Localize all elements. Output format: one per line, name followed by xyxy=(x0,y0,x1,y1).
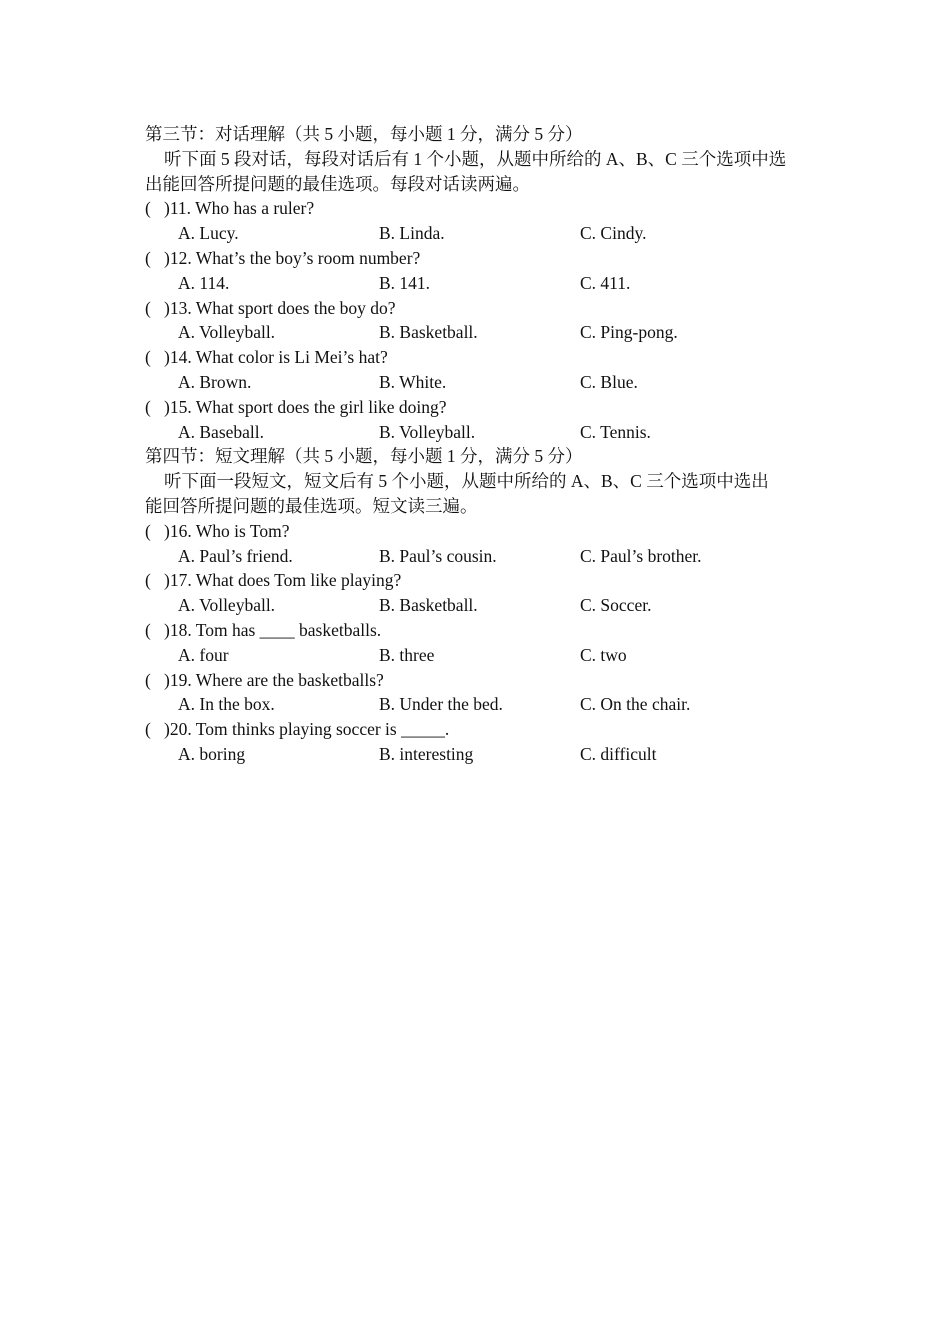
option-c: C. Ping-pong. xyxy=(580,322,678,343)
question-stem: )12. What’s the boy’s room number? xyxy=(164,247,421,268)
question-13 xyxy=(145,296,825,346)
question-stem: )19. Where are the basketballs? xyxy=(164,669,384,690)
option-c: C. two xyxy=(580,644,627,665)
question-stem: )17. What does Tom like playing? xyxy=(164,570,402,591)
question-stem: )16. Who is Tom? xyxy=(164,520,290,541)
question-stem: )13. What sport does the boy do? xyxy=(164,297,396,318)
answer-blank[interactable]: ( xyxy=(145,669,151,690)
section3-instruction-line2: 出能回答所提问题的最佳选项。每段对话读两遍。 xyxy=(145,173,530,194)
question-15 xyxy=(145,395,825,445)
option-c: C. Paul’s brother. xyxy=(580,545,702,566)
section3-title: 第三节：对话理解（共 5 小题，每小题 1 分，满分 5 分） xyxy=(145,124,583,144)
option-b: B. interesting xyxy=(379,743,474,764)
question-11 xyxy=(145,196,825,246)
option-b: B. Basketball. xyxy=(379,322,478,343)
option-a: A. four xyxy=(178,644,229,665)
question-20 xyxy=(145,717,825,767)
option-b: B. White. xyxy=(379,371,447,392)
option-a: A. 114. xyxy=(178,272,230,293)
option-b: B. Paul’s cousin. xyxy=(379,545,497,566)
option-a: A. boring xyxy=(178,743,246,764)
question-stem: )20. Tom thinks playing soccer is _____. xyxy=(164,719,450,740)
section4-instruction-line2: 能回答所提问题的最佳选项。短文读三遍。 xyxy=(145,495,478,516)
answer-blank[interactable]: ( xyxy=(145,198,151,219)
section4-title: 第四节：短文理解（共 5 小题，每小题 1 分，满分 5 分） xyxy=(145,446,583,467)
option-c: C. difficult xyxy=(580,743,657,764)
question-stem: )15. What sport does the girl like doing? xyxy=(164,396,447,417)
option-b: B. Linda. xyxy=(379,223,445,244)
option-c: C. Soccer. xyxy=(580,595,652,616)
question-12 xyxy=(145,246,825,296)
option-c: C. On the chair. xyxy=(580,694,691,715)
option-a: A. Baseball. xyxy=(178,421,265,442)
option-a: A. Volleyball. xyxy=(178,322,276,343)
section3-instruction-line1: 听下面 5 段对话，每段对话后有 1 个小题，从题中所给的 A、B、C 三个选项中选 xyxy=(164,148,787,169)
answer-blank[interactable]: ( xyxy=(145,520,151,541)
answer-blank[interactable]: ( xyxy=(145,247,151,268)
option-b: B. 141. xyxy=(379,272,431,293)
option-b: B. Volleyball. xyxy=(379,421,476,442)
option-c: C. Blue. xyxy=(580,371,638,392)
option-a: A. Brown. xyxy=(178,371,252,392)
question-19 xyxy=(145,668,825,718)
option-c: C. Tennis. xyxy=(580,421,651,442)
exam-page xyxy=(145,122,825,767)
answer-blank[interactable]: ( xyxy=(145,719,151,740)
question-16 xyxy=(145,519,825,569)
option-a: A. Volleyball. xyxy=(178,595,276,616)
option-a: A. In the box. xyxy=(178,694,275,715)
option-a: A. Paul’s friend. xyxy=(178,545,293,566)
question-17 xyxy=(145,568,825,618)
option-c: C. 411. xyxy=(580,272,631,293)
answer-blank[interactable]: ( xyxy=(145,570,151,591)
answer-blank[interactable]: ( xyxy=(145,347,151,368)
option-a: A. Lucy. xyxy=(178,223,239,244)
question-stem: )14. What color is Li Mei’s hat? xyxy=(164,347,388,368)
answer-blank[interactable]: ( xyxy=(145,619,151,640)
question-14 xyxy=(145,345,825,395)
question-stem: )18. Tom has ____ basketballs. xyxy=(164,619,382,640)
section4-instruction-line1: 听下面一段短文，短文后有 5 个小题，从题中所给的 A、B、C 三个选项中选出 xyxy=(164,471,769,492)
question-18 xyxy=(145,618,825,668)
answer-blank[interactable]: ( xyxy=(145,297,151,318)
option-b: B. three xyxy=(379,644,435,665)
question-stem: )11. Who has a ruler? xyxy=(164,198,315,219)
answer-blank[interactable]: ( xyxy=(145,396,151,417)
option-b: B. Under the bed. xyxy=(379,694,503,715)
option-c: C. Cindy. xyxy=(580,223,647,244)
option-b: B. Basketball. xyxy=(379,595,478,616)
